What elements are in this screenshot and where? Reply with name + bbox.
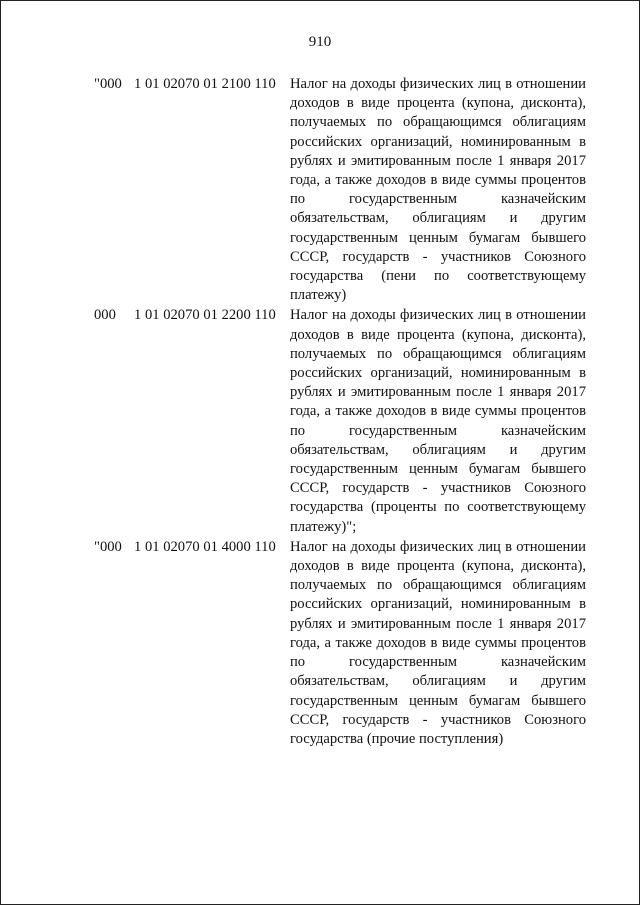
page-number: 910 — [308, 34, 332, 50]
entry-description: Налог на доходы физических лиц в отношении доходов в виде процента (купона, дисконта), получаемых по обращающимся облигациям российских организаций, номинированным в рублях и эмитированным после 1 января 2017 года, а также доходов в виде суммы процентов по государственным казначейским обязательствам, облигациям и другим государственным ценным бумагам бывшего СССР, государств - участников Союзного государства (прочие поступления) — [290, 538, 586, 747]
classification-code: 1 01 02070 01 2200 110 — [134, 307, 276, 324]
budget-code-list — [94, 75, 594, 749]
entry-row — [94, 75, 594, 305]
admin-code: "000 — [94, 76, 122, 92]
classification-code: 1 01 02070 01 4000 110 — [134, 538, 276, 555]
classification-code: 1 01 02070 01 2100 110 — [134, 76, 276, 92]
entry-row — [94, 306, 594, 536]
admin-code: 000 — [94, 307, 116, 324]
entry-description: Налог на доходы физических лиц в отношении доходов в виде процента (купона, дисконта), получаемых по обращающимся облигациям российских организаций, номинированным в рублях и эмитированным после 1 января 2017 года, а также доходов в виде суммы процентов по государственным казначейским обязательствам, облигациям и другим государственным ценным бумагам бывшего СССР, государств - участников Союзного государства (пени по соответствующему платежу) — [290, 76, 586, 304]
entry-row — [94, 538, 594, 749]
entry-description: Налог на доходы физических лиц в отношении доходов в виде процента (купона, дисконта), получаемых по обращающимся облигациям российских организаций, номинированным в рублях и эмитированным после 1 января 2017 года, а также доходов в виде суммы процентов по государственным казначейским обязательствам, облигациям и другим государственным ценным бумагам бывшего СССР, государств - участников Союзного государства (проценты по соответствующему платежу)"; — [290, 307, 586, 535]
admin-code: "000 — [94, 538, 122, 555]
